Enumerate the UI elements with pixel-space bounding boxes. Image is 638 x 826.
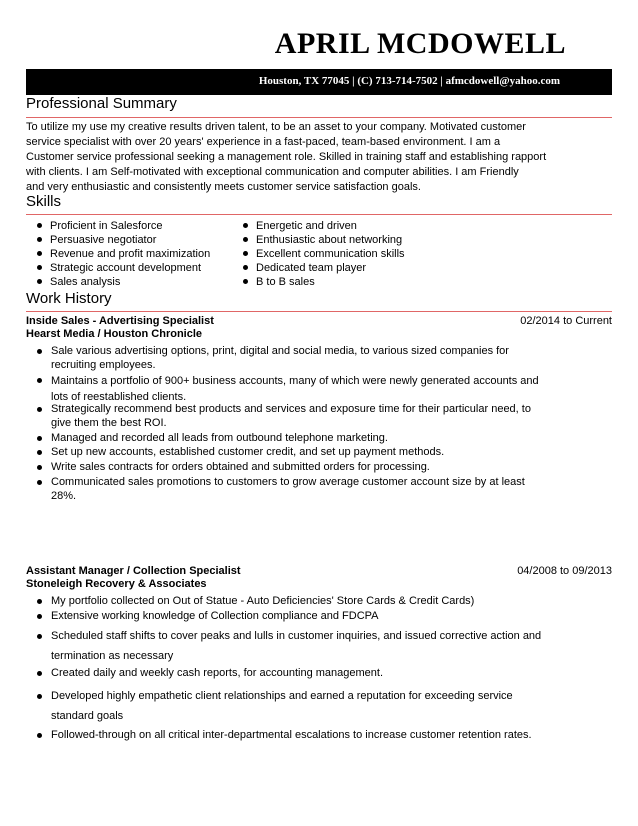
job-bullet: Developed highly empathetic client relationships and earned a reputation for exceeding service standard goals: [37, 686, 567, 726]
bullet-icon: [243, 251, 248, 256]
bullet-icon: [37, 634, 42, 639]
job-dates: 02/2014 to Current: [520, 315, 612, 327]
job-bullet: Set up new accounts, established customer credit, and set up payment methods.: [37, 445, 567, 459]
bullet-icon: [37, 237, 42, 242]
bullet-icon: [37, 599, 42, 604]
job-bullet: Maintains a portfolio of 900+ business accounts, many of which were newly generated accounts and lots of reestablished clients.: [37, 373, 567, 405]
job-bullet: Write sales contracts for orders obtained and submitted orders for processing.: [37, 460, 567, 474]
job-company: Stoneleigh Recovery & Associates: [26, 578, 207, 590]
bullet-icon: [37, 614, 42, 619]
section-divider: [26, 117, 612, 118]
bullet-icon: [37, 671, 42, 676]
resume-name: APRIL MCDOWELL: [274, 27, 566, 60]
job-bullet: Scheduled staff shifts to cover peaks and lulls in customer inquiries, and issued corrective action and termination as necessary: [37, 626, 567, 666]
skill-item: Sales analysis: [37, 275, 120, 289]
bullet-icon: [37, 407, 42, 412]
job-bullet: Sale various advertising options, print, digital and social media, to various sized companies for recruiting employees.: [37, 344, 567, 372]
summary-line: with clients. I am Self-motivated with exceptional communication and computer abilities. I am Friendly: [26, 166, 519, 178]
job-title: Inside Sales - Advertising Specialist: [26, 315, 214, 327]
section-heading-summary: Professional Summary: [26, 95, 177, 112]
section-divider: [26, 311, 612, 312]
skill-item: Revenue and profit maximization: [37, 247, 210, 261]
job-title: Assistant Manager / Collection Specialist: [26, 565, 241, 577]
bullet-icon: [243, 237, 248, 242]
summary-line: Customer service professional seeking a management role. Skilled in training staff and establishing rapport: [26, 151, 547, 163]
job-bullet: Communicated sales promotions to customers to grow average customer account size by at least 28%.: [37, 475, 567, 503]
bullet-icon: [37, 436, 42, 441]
bullet-icon: [37, 279, 42, 284]
job-bullet: Created daily and weekly cash reports, for accounting management.: [37, 666, 567, 680]
bullet-icon: [243, 265, 248, 270]
bullet-icon: [37, 223, 42, 228]
contact-bar: [26, 69, 612, 95]
summary-paragraph: [26, 120, 586, 195]
skill-item: Enthusiastic about networking: [243, 233, 402, 247]
section-heading-skills: Skills: [26, 193, 62, 210]
summary-line: service specialist with over 20 years' experience in a fast-paced, team-based environment. I am a: [26, 136, 501, 148]
job-company: Hearst Media / Houston Chronicle: [26, 328, 203, 340]
summary-line: and very enthusiastic and consistently meets customer service satisfaction goals.: [26, 181, 421, 193]
bullet-icon: [37, 349, 42, 354]
bullet-icon: [37, 378, 42, 383]
bullet-icon: [37, 465, 42, 470]
skill-item: B to B sales: [243, 275, 315, 289]
bullet-icon: [37, 265, 42, 270]
bullet-icon: [37, 733, 42, 738]
section-divider: [26, 214, 612, 215]
skill-item: Energetic and driven: [243, 219, 357, 233]
contact-info: Houston, TX 77045 | (C) 713-714-7502 | afmcdowell@yahoo.com: [258, 75, 560, 87]
job-bullet: Managed and recorded all leads from outbound telephone marketing.: [37, 431, 567, 445]
summary-line: To utilize my use my creative results driven talent, to be an asset to your company. Motivated customer: [26, 121, 526, 133]
skill-item: Dedicated team player: [243, 261, 366, 275]
skill-item: Persuasive negotiator: [37, 233, 156, 247]
skill-item: Proficient in Salesforce: [37, 219, 163, 233]
job-bullet: Extensive working knowledge of Collection compliance and FDCPA: [37, 609, 567, 623]
bullet-icon: [37, 450, 42, 455]
bullet-icon: [37, 694, 42, 699]
skill-item: Excellent communication skills: [243, 247, 405, 261]
job-bullet: My portfolio collected on Out of Statue - Auto Deficiencies' Store Cards & Credit Cards): [37, 594, 567, 608]
job-bullet: Followed-through on all critical inter-departmental escalations to increase customer retention rates.: [37, 728, 567, 742]
bullet-icon: [243, 223, 248, 228]
bullet-icon: [243, 279, 248, 284]
job-dates: 04/2008 to 09/2013: [517, 565, 612, 577]
section-heading-work-history: Work History: [26, 290, 112, 307]
skill-item: Strategic account development: [37, 261, 201, 275]
bullet-icon: [37, 480, 42, 485]
bullet-icon: [37, 251, 42, 256]
job-bullet: Strategically recommend best products and services and exposure time for their particular need, to give them the best ROI.: [37, 402, 567, 430]
